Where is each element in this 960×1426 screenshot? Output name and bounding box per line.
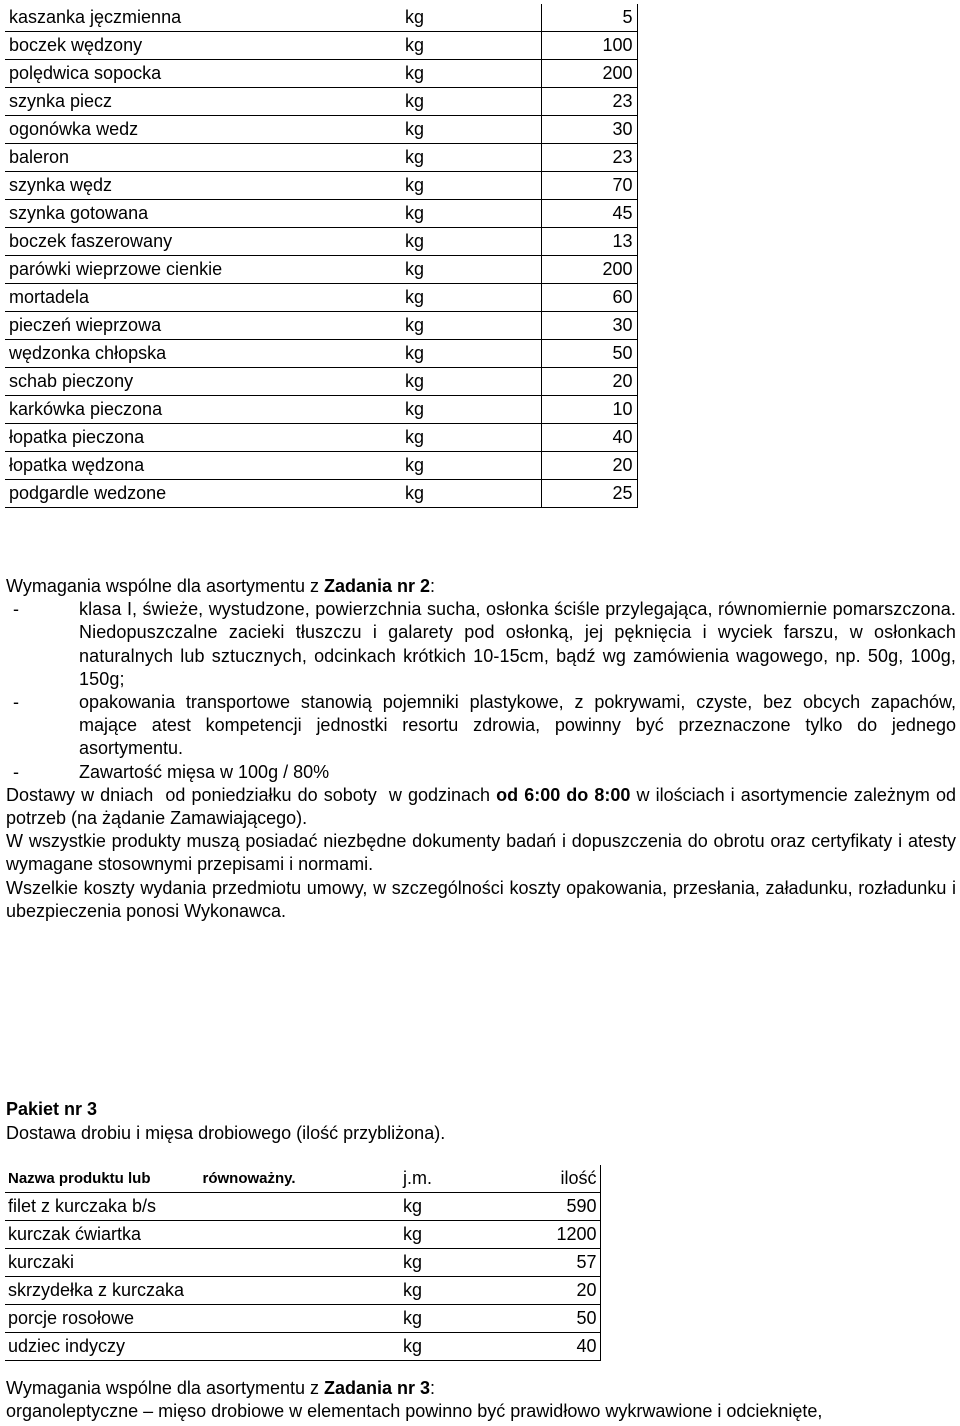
product-name: kaszanka jęczmienna (5, 4, 405, 32)
product-name: kurczak ćwiartka (5, 1221, 400, 1249)
product-qty: 100 (541, 32, 637, 60)
product-name: szynka wędz (5, 172, 405, 200)
table-row (5, 4, 637, 32)
heading-suffix: : (430, 1378, 436, 1398)
costs-paragraph: Wszelkie koszty wydania przedmiotu umowy, w szczególności koszty opakowania, przesłania, załadunku, rozładunku i ubezpieczenia ponosi Wykonawca. (6, 877, 956, 921)
table-row (5, 172, 637, 200)
table-row (5, 88, 637, 116)
table-row (5, 452, 637, 480)
table-row (5, 200, 637, 228)
table-row (5, 60, 637, 88)
product-qty: 70 (541, 172, 637, 200)
product-unit: kg (405, 116, 541, 144)
products-table-pakiet-3 (5, 1165, 601, 1361)
product-unit: kg (405, 32, 541, 60)
product-unit: kg (400, 1305, 505, 1333)
product-qty: 40 (505, 1333, 600, 1361)
product-name: szynka piecz (5, 88, 405, 116)
delivery-paragraph (6, 784, 956, 830)
product-name: filet z kurczaka b/s (5, 1193, 400, 1221)
product-unit: kg (400, 1221, 505, 1249)
product-name: łopatka pieczona (5, 424, 405, 452)
product-name: boczek wędzony (5, 32, 405, 60)
product-name: skrzydełka z kurczaka (5, 1277, 400, 1305)
product-name: parówki wieprzowe cienkie (5, 256, 405, 284)
bullet-text: Zawartość mięsa w 100g / 80% (79, 761, 330, 782)
table-row (5, 1249, 600, 1277)
header-name-part2: równoważny. (202, 1170, 296, 1187)
bullet-text: opakowania transportowe stanowią pojemniki plastykowe, z pokrywami, czyste, bez obcych zapachów, mające atest kompetencji jednostki resortu zdrowia, powinny być przeznaczone tylko do jednego asortymentu. (79, 692, 956, 759)
delivery-suffix: w ilościach i asortymencie zależnym od potrzeb (na żądanie Zamawiającego). (6, 784, 957, 829)
product-unit: kg (405, 144, 541, 172)
table-row (5, 284, 637, 312)
product-unit: kg (405, 284, 541, 312)
product-unit: kg (405, 228, 541, 256)
product-qty: 200 (541, 256, 637, 284)
product-name: baleron (5, 144, 405, 172)
table-row (5, 480, 637, 508)
product-name: szynka gotowana (5, 200, 405, 228)
product-qty: 50 (505, 1305, 600, 1333)
product-qty: 590 (505, 1193, 600, 1221)
product-qty: 30 (541, 312, 637, 340)
header-qty: ilość (505, 1165, 600, 1193)
product-unit: kg (405, 452, 541, 480)
table-row (5, 1193, 600, 1221)
table-row (5, 1305, 600, 1333)
product-name: schab pieczony (5, 368, 405, 396)
product-unit: kg (405, 340, 541, 368)
product-qty: 23 (541, 144, 637, 172)
product-unit: kg (405, 368, 541, 396)
product-qty: 60 (541, 284, 637, 312)
table-row (5, 1221, 600, 1249)
requirements-heading (6, 1377, 956, 1400)
product-unit: kg (400, 1249, 505, 1277)
product-qty: 50 (541, 340, 637, 368)
pakiet-title: Pakiet nr 3 (6, 1099, 98, 1119)
table-row (5, 144, 637, 172)
product-qty: 30 (541, 116, 637, 144)
product-qty: 20 (541, 452, 637, 480)
product-unit: kg (405, 396, 541, 424)
product-unit: kg (405, 88, 541, 116)
header-name-part1: Nazwa produktu lub (8, 1170, 151, 1187)
header-name (5, 1165, 400, 1193)
bullet-text: klasa I, świeże, wystudzone, powierzchnia sucha, osłonka ściśle przylegająca, równomiernie pomarszczona. Niedopuszczalne zacieki tłuszczu i galarety pod osłonką, jej pęknięcia i wyciek farszu, w osłonkach naturalnych lub sztucznych, odcinkach krótkich 10-15cm, bądź wg zamówienia wagowego, np. 50g, 100g, 150g; (79, 599, 956, 689)
table-header-row (5, 1165, 600, 1193)
product-name: boczek faszerowany (5, 228, 405, 256)
table-row (5, 1333, 600, 1361)
table-row (5, 340, 637, 368)
product-qty: 5 (541, 4, 637, 32)
organoleptic-line: organoleptyczne – mięso drobiowe w elementach powinno być prawidłowo wykrwawione i odcieknięte, (6, 1401, 823, 1421)
product-qty: 23 (541, 88, 637, 116)
heading-bold: Zadania nr 3 (324, 1378, 431, 1398)
table-row (5, 228, 637, 256)
product-unit: kg (405, 60, 541, 88)
product-unit: kg (400, 1333, 505, 1361)
heading-prefix: Wymagania wspólne dla asortymentu z (6, 1378, 324, 1398)
products-table-pakiet-2 (5, 4, 638, 508)
delivery-prefix: Dostawy w dniach od poniedziałku do soboty w godzinach (6, 784, 497, 805)
table-row (5, 32, 637, 60)
bullet-item: - klasa I, świeże, wystudzone, powierzchnia sucha, osłonka ściśle przylegająca, równomiernie pomarszczona. Niedopuszczalne zacieki tłuszczu i galarety pod osłonką, jej pęknięcia i wyciek farszu, w osłonkach naturalnych lub sztucznych, odcinkach krótkich 10-15cm, bądź wg zamówienia wagowego, np. 50g, 100g, 150g; (13, 599, 956, 689)
product-name: podgardle wedzone (5, 480, 405, 508)
product-name: pieczeń wieprzowa (5, 312, 405, 340)
heading-prefix: Wymagania wspólne dla asortymentu z (6, 576, 324, 596)
product-qty: 25 (541, 480, 637, 508)
table-row (5, 1277, 600, 1305)
product-qty: 13 (541, 228, 637, 256)
header-unit: j.m. (400, 1165, 505, 1193)
requirements-zadanie-2 (6, 575, 956, 923)
delivery-hours: od 6:00 do 8:00 (496, 784, 631, 805)
table-row (5, 312, 637, 340)
product-qty: 40 (541, 424, 637, 452)
product-qty: 10 (541, 396, 637, 424)
bullet-item: - opakowania transportowe stanowią pojemniki plastykowe, z pokrywami, czyste, bez obcych zapachów, mające atest kompetencji jednostki resortu zdrowia, powinny być przeznaczone tylko do jednego asortymentu. (13, 692, 956, 759)
product-name: kurczaki (5, 1249, 400, 1277)
product-name: wędzonka chłopska (5, 340, 405, 368)
product-name: porcje rosołowe (5, 1305, 400, 1333)
product-name: udziec indyczy (5, 1333, 400, 1361)
table-row (5, 424, 637, 452)
product-unit: kg (405, 256, 541, 284)
product-qty: 20 (505, 1277, 600, 1305)
product-qty: 57 (505, 1249, 600, 1277)
table-row (5, 368, 637, 396)
product-unit: kg (400, 1193, 505, 1221)
product-name: mortadela (5, 284, 405, 312)
product-unit: kg (405, 424, 541, 452)
product-unit: kg (405, 200, 541, 228)
pakiet-subtitle: Dostawa drobiu i mięsa drobiowego (ilość przybliżona). (6, 1123, 446, 1143)
product-unit: kg (400, 1277, 505, 1305)
product-name: łopatka wędzona (5, 452, 405, 480)
product-unit: kg (405, 312, 541, 340)
product-name: polędwica sopocka (5, 60, 405, 88)
requirements-heading (6, 575, 956, 598)
documents-paragraph: W wszystkie produkty muszą posiadać niezbędne dokumenty badań i dopuszczenia do obrotu oraz certyfikaty i atesty wymagane stosownymi przepisami i normami. (6, 831, 956, 875)
product-qty: 20 (541, 368, 637, 396)
product-unit: kg (405, 4, 541, 32)
product-qty: 200 (541, 60, 637, 88)
table-row (5, 396, 637, 424)
product-qty: 45 (541, 200, 637, 228)
requirements-zadanie-3 (6, 1377, 956, 1423)
table-row (5, 256, 637, 284)
product-unit: kg (405, 172, 541, 200)
product-name: ogonówka wedz (5, 116, 405, 144)
product-name: karkówka pieczona (5, 396, 405, 424)
heading-suffix: : (430, 576, 436, 596)
heading-bold: Zadania nr 2 (324, 576, 431, 596)
product-qty: 1200 (505, 1221, 600, 1249)
product-unit: kg (405, 480, 541, 508)
pakiet-3-section (6, 1097, 445, 1145)
bullet-item: - Zawartość mięsa w 100g / 80% (13, 761, 330, 782)
table-row (5, 116, 637, 144)
